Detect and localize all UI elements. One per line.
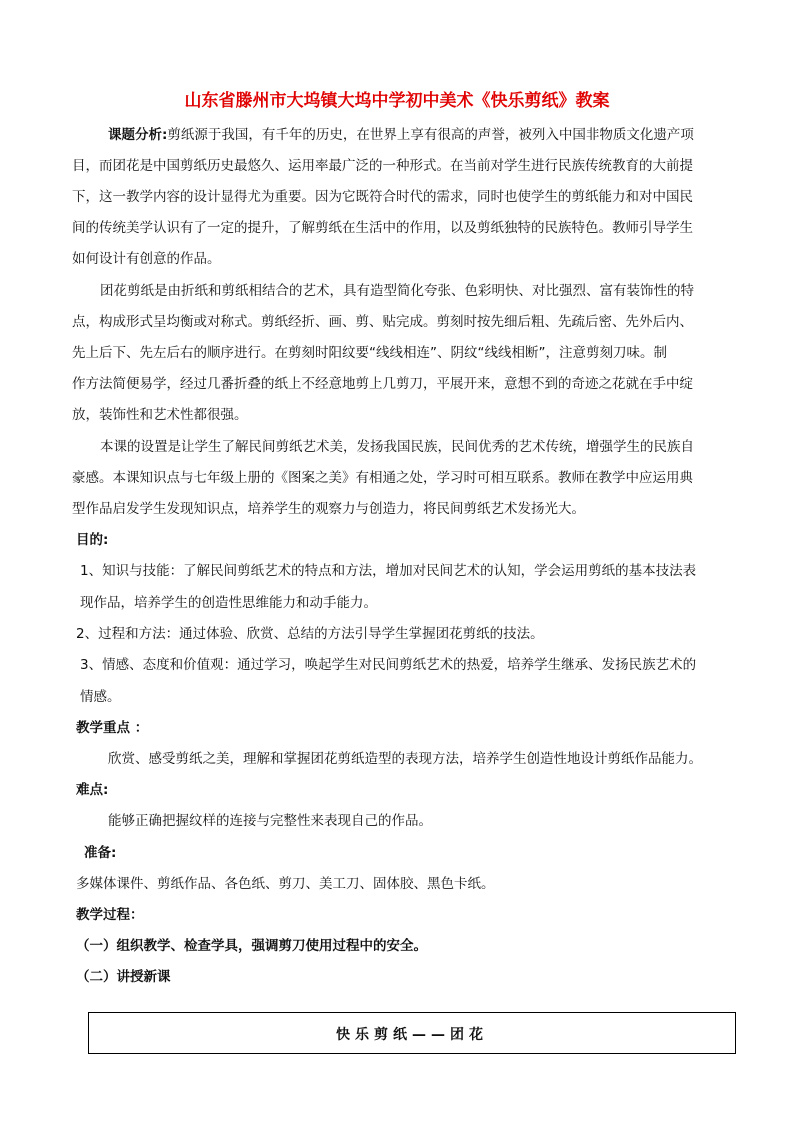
- analysis-text-1: 剪纸源于我国，有千年的历史，在世界上享有很高的声誉，被列入中国非物质文化遗产项: [167, 127, 694, 143]
- document-title: 山东省滕州市大坞镇大坞中学初中美术《快乐剪纸》教案: [184, 91, 610, 111]
- para2-line-1: 团花剪纸是由折纸和剪纸相结合的艺术，具有造型简化夸张、色彩明快、对比强烈、富有装饰性的特: [100, 283, 694, 299]
- goal-1-line-1: 1、知识与技能：了解民间剪纸艺术的特点和方法，增加对民间艺术的认知，学会运用剪纸的基本技法表: [80, 563, 697, 579]
- para2-line-2: 点，构成形式呈均衡或对称式。剪纸经折、画、剪、贴完成。剪刻时按先细后粗、先疏后密、先外后内、: [72, 314, 693, 330]
- analysis-line-5: 如何设计有创意的作品。: [72, 251, 221, 267]
- goals-heading: 目的:: [76, 532, 109, 548]
- goal-3-line-1: 3、情感、态度和价值观：通过学习，唤起学生对民间剪纸艺术的热爱，培养学生继承、发扬民族艺术的: [80, 657, 697, 673]
- para2-line-4: 作方法简便易学，经过几番折叠的纸上不经意地剪上几剪刀，平展开来，意想不到的奇迹之花就在手中绽: [72, 376, 693, 392]
- process-step-2: （二）讲授新课: [76, 969, 171, 985]
- goal-2: 2、过程和方法：通过体验、欣赏、总结的方法引导学生掌握团花剪纸的技法。: [76, 626, 544, 642]
- difficulty-heading: 难点:: [76, 782, 109, 798]
- analysis-label: 课题分析:: [108, 127, 168, 143]
- analysis-line-1: [108, 120, 694, 151]
- goal-1-line-2: 现作品，培养学生的创造性思维能力和动手能力。: [80, 595, 377, 611]
- prep-text: 多媒体课件、剪纸作品、各色纸、剪刀、美工刀、固体胶、黑色卡纸。: [76, 876, 495, 892]
- para2-line-3: 先上后下、先左后右的顺序进行。在剪刻时阳纹要“线线相连”、阴纹“线线相断”，注意剪刻刀味。制: [72, 345, 667, 361]
- para2-line-5: 放，装饰性和艺术性都很强。: [72, 407, 248, 423]
- para3-line-2: 豪感。本课知识点与七年级上册的《图案之美》有相通之处，学习时可相互联系。教师在教学中应运用典: [72, 470, 693, 486]
- difficulty-text: 能够正确把握纹样的连接与完整性来表现自己的作品。: [108, 813, 432, 829]
- analysis-line-2: 目，而团花是中国剪纸历史最悠久、运用率最广泛的一种形式。在当前对学生进行民族传统教育的大前提: [72, 158, 693, 174]
- para3-line-1: 本课的设置是让学生了解民间剪纸艺术美，发扬我国民族，民间优秀的艺术传统，增强学生的民族自: [100, 439, 694, 455]
- lesson-title-text: 快乐剪纸——团花: [336, 1027, 488, 1043]
- key-points-heading: 教学重点 ：: [76, 720, 149, 736]
- para3-line-3: 型作品启发学生发现知识点，培养学生的观察力与创造力，将民间剪纸艺术发扬光大。: [72, 501, 585, 517]
- lesson-title-box: [88, 1012, 736, 1054]
- goal-3-line-2: 情感。: [80, 689, 121, 705]
- process-step-1: （一）组织教学、检查学具，强调剪刀使用过程中的安全。: [76, 938, 427, 954]
- analysis-line-3: 下，这一教学内容的设计显得尤为重要。因为它既符合时代的需求，同时也使学生的剪纸能力和对中国民: [72, 189, 693, 205]
- analysis-line-4: 间的传统美学认识有了一定的提升，了解剪纸在生活中的作用，以及剪纸独特的民族特色。教师引导学生: [72, 220, 693, 236]
- key-points-text: 欣赏、感受剪纸之美，理解和掌握团花剪纸造型的表现方法，培养学生创造性地设计剪纸作品能力。: [108, 751, 702, 767]
- process-heading: 教学过程：: [76, 907, 144, 923]
- prep-heading: 准备:: [84, 845, 117, 861]
